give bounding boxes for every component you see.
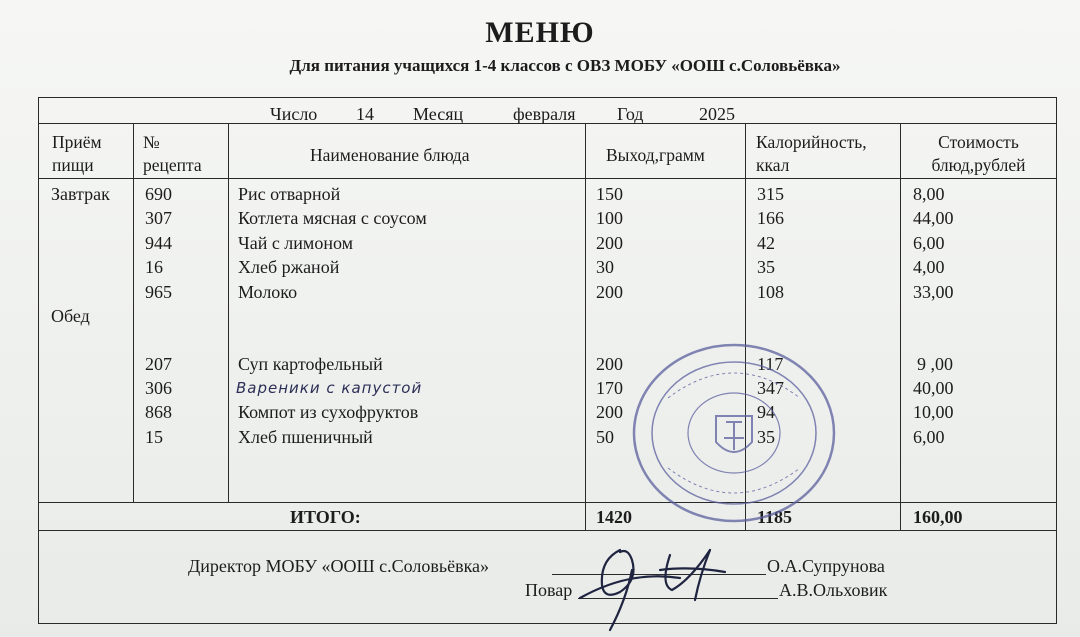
row-recipe: 868 — [145, 402, 172, 422]
row-calories: 315 — [757, 184, 784, 204]
official-stamp-seal — [628, 338, 840, 528]
row-yield: 50 — [596, 427, 614, 447]
header-yield: Выход,грамм — [606, 145, 705, 165]
row-cost: 4,00 — [913, 257, 945, 277]
header-dish: Наименование блюда — [310, 145, 470, 165]
header-calories-line2: ккал — [756, 155, 790, 175]
header-calories-line1: Калорийность, — [756, 132, 867, 152]
totals-calories: 1185 — [757, 507, 793, 527]
row-recipe: 207 — [145, 354, 172, 374]
row-yield: 200 — [596, 282, 623, 302]
row-calories: 42 — [757, 233, 775, 253]
row-calories: 94 — [757, 402, 775, 422]
year-underline — [656, 123, 824, 124]
director-name: О.А.Супрунова — [767, 556, 885, 576]
row-cost: 44,00 — [913, 208, 954, 228]
row-cost: 9 ,00 — [917, 354, 953, 374]
header-bottom-line — [38, 178, 1057, 179]
cook-label: Повар — [525, 580, 573, 600]
row-calories: 108 — [757, 282, 784, 302]
row-dish: Чай с лимоном — [238, 233, 353, 253]
header-meal-line2: пищи — [52, 155, 94, 175]
date-year-label: Год — [617, 104, 644, 124]
row-dish: Хлеб ржаной — [238, 257, 340, 277]
row-calories: 35 — [757, 427, 775, 447]
totals-bottom-line — [38, 530, 1057, 531]
date-month-label: Месяц — [413, 104, 464, 124]
header-cost-line1: Стоимость — [938, 132, 1019, 152]
totals-cost: 160,00 — [913, 507, 963, 527]
row-recipe: 306 — [145, 378, 172, 398]
column-divider-recipe — [133, 123, 134, 502]
header-recipe-line2: рецепта — [143, 155, 202, 175]
row-yield: 150 — [596, 184, 623, 204]
date-day-value: 14 — [356, 104, 374, 124]
row-dish: Молоко — [238, 282, 298, 302]
row-yield: 100 — [596, 208, 623, 228]
column-divider-cost — [900, 123, 901, 530]
row-calories: 166 — [757, 208, 784, 228]
page-title: МЕНЮ — [485, 16, 595, 49]
date-year-value: 2025 — [699, 104, 735, 124]
row-recipe: 15 — [145, 427, 163, 447]
director-signature — [560, 530, 750, 635]
menu-table-frame — [38, 97, 1057, 624]
row-cost: 40,00 — [913, 378, 954, 398]
row-yield: 200 — [596, 233, 623, 253]
row-calories: 347 — [757, 378, 784, 398]
row-dish: Котлета мясная с соусом — [238, 208, 427, 228]
row-dish: Рис отварной — [238, 184, 341, 204]
row-recipe: 307 — [145, 208, 172, 228]
column-divider-dish — [228, 123, 229, 502]
date-month-value: февраля — [513, 104, 576, 124]
row-yield: 30 — [596, 257, 614, 277]
page-subtitle: Для питания учащихся 1-4 классов с ОВЗ МОБУ «ООШ с.Соловьёвка» — [289, 56, 841, 75]
row-cost: 10,00 — [913, 402, 954, 422]
header-recipe-line1: № — [143, 132, 160, 152]
row-cost: 33,00 — [913, 282, 954, 302]
row-cost: 6,00 — [913, 233, 945, 253]
header-cost-line2: блюд,рублей — [931, 155, 1026, 175]
row-yield: 200 — [596, 354, 623, 374]
row-dish: Суп картофельный — [238, 354, 383, 374]
director-label: Директор МОБУ «ООШ с.Соловьёвка» — [188, 556, 490, 576]
row-dish: Компот из сухофруктов — [238, 402, 419, 422]
cook-name: А.В.Ольховик — [779, 580, 888, 600]
meal-lunch: Обед — [51, 306, 90, 326]
row-recipe: 944 — [145, 233, 172, 253]
row-calories: 35 — [757, 257, 775, 277]
row-cost: 6,00 — [913, 427, 945, 447]
header-meal-line1: Приём — [52, 132, 102, 152]
row-yield: 170 — [596, 378, 623, 398]
row-recipe: 690 — [145, 184, 172, 204]
totals-top-line — [38, 502, 1057, 503]
totals-yield: 1420 — [596, 507, 632, 527]
row-recipe: 965 — [145, 282, 172, 302]
row-dish: Хлеб пшеничный — [238, 427, 373, 447]
row-yield: 200 — [596, 402, 623, 422]
row-cost: 8,00 — [913, 184, 945, 204]
column-divider-yield — [585, 123, 586, 530]
date-day-label: Число — [270, 104, 318, 124]
meal-breakfast: Завтрак — [51, 184, 110, 204]
row-calories: 117 — [757, 354, 784, 374]
row-recipe: 16 — [145, 257, 163, 277]
row-dish-handwritten: Вареники с капустой — [236, 379, 423, 397]
totals-label: ИТОГО: — [290, 507, 361, 527]
